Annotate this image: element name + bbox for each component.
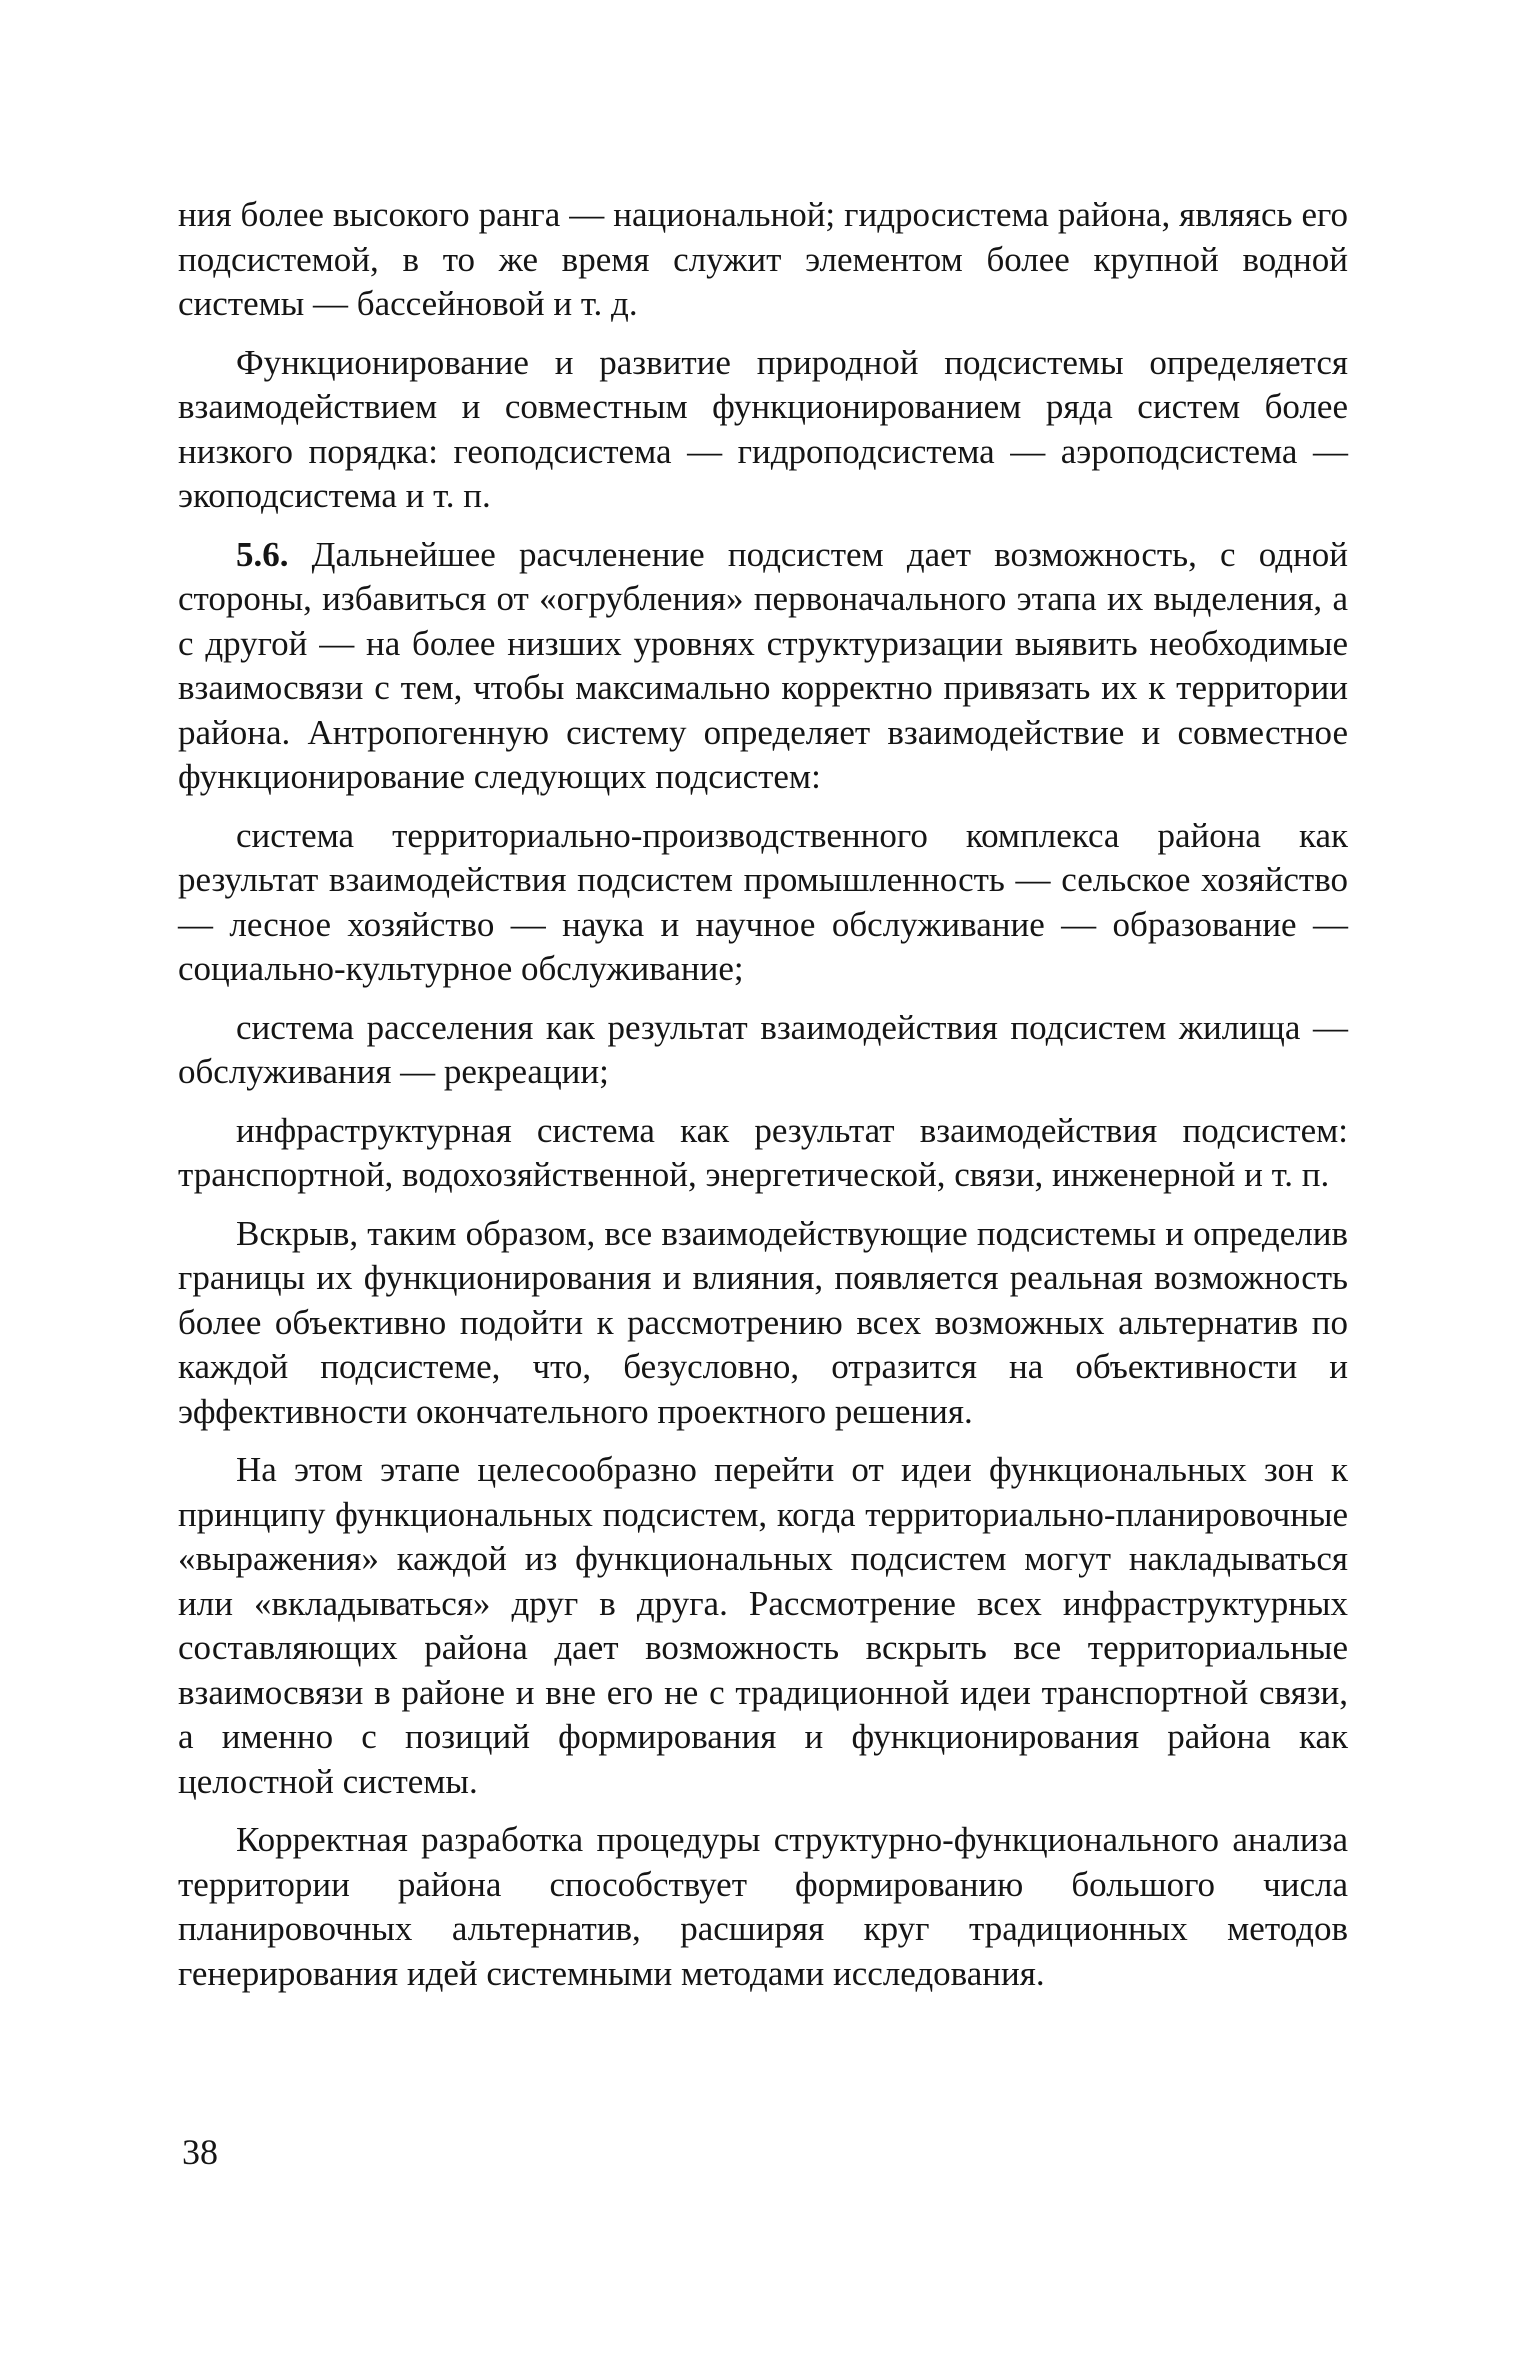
paragraph-3 — [178, 533, 1348, 800]
page-body — [178, 193, 1348, 2010]
paragraph-4: система территориально-производственного комплекса района как результат взаимодействия подсистем промышленность — сельское хозяйство — лесное хозяйство — наука и научное обслуживание — образование — социально-культурное обслуживание; — [178, 815, 1348, 988]
paragraph-5: система расселения как результат взаимодействия подсистем жилища — обслуживания — рекреации; — [178, 1007, 1348, 1091]
section-number: 5.6. — [236, 534, 289, 574]
paragraph-9: Корректная разработка процедуры структурно-функционального анализа территории района способствует формированию большого числа планировочных альтернатив, расширяя круг традиционных методов генерирования идей системными методами исследования. — [178, 1820, 1348, 1993]
paragraph-6: инфраструктурная система как результат взаимодействия подсистем: транспортной, водохозяйственной, энергетической, связи, инженерной и т. п. — [178, 1110, 1348, 1194]
paragraph-7: Вскрыв, таким образом, все взаимодействующие подсистемы и определив границы их функционирования и влияния, появляется реальная возможность более объективно подойти к рассмотрению всех возможных альтернатив по каждой подсистеме, что, безусловно, отразится на объективности и эффективности окончательного проектного решения. — [178, 1213, 1348, 1431]
page-number: 38 — [182, 2132, 218, 2172]
paragraph-3-text: Дальнейшее расчленение подсистем дает возможность, с одной стороны, избавиться от «огрубления» первоначального этапа их выделения, а с другой — на более низших уровнях структуризации выявить необходимые взаимосвязи с тем, чтобы максимально корректно привязать их к территории района. Антропогенную систему определяет взаимодействие и совместное функционирование следующих подсистем: — [178, 534, 1348, 796]
paragraph-2: Функционирование и развитие природной подсистемы определяется взаимодействием и совместным функционированием ряда систем более низкого порядка: геоподсистема — гидроподсистема — аэроподсистема — экоподсистема и т. п. — [178, 342, 1348, 515]
paragraph-1: ния более высокого ранга — национальной; гидросистема района, являясь его подсистемой, в то же время служит элементом более крупной водной системы — бассейновой и т. д. — [178, 195, 1348, 323]
paragraph-8: На этом этапе целесообразно перейти от идеи функциональных зон к принципу функциональных подсистем, когда территориально-планировочные «выражения» каждой из функциональных подсистем могут накладываться или «вкладываться» друг в друга. Рассмотрение всех инфраструктурных составляющих района дает возможность вскрыть все территориальные взаимосвязи в районе и вне его не с традиционной идеи транспортной связи, а именно с позиций формирования и функционирования района как целостной системы. — [178, 1450, 1348, 1801]
